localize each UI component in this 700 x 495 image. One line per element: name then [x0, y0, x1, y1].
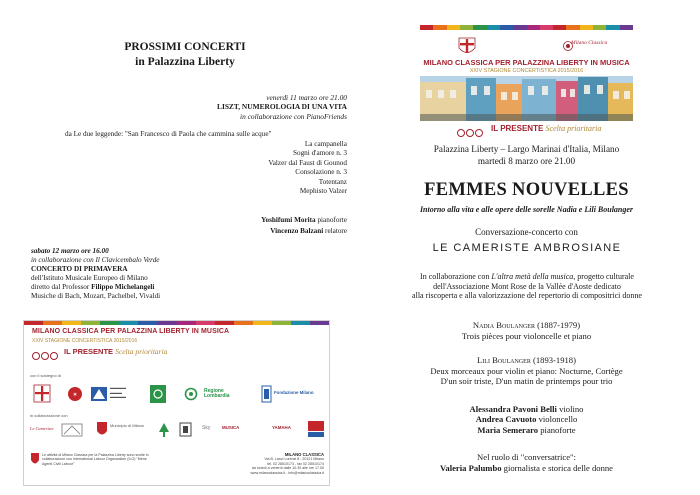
stripe-segment: [580, 25, 593, 30]
performer-role: pianoforte: [538, 424, 576, 435]
conversatrice-line: [370, 463, 683, 474]
present-band: [420, 121, 633, 136]
stripe-segment: [500, 25, 513, 30]
org-logo-icon: [179, 422, 193, 438]
program-item: Valzer dal Faust di Gounod: [268, 158, 347, 167]
performer-role: violino: [556, 404, 584, 414]
program-item: Sogni d'amore n. 3: [293, 149, 347, 157]
composer-work: Trois pièces pour violoncelle et piano: [461, 330, 592, 341]
theatre-logo-icon: [60, 421, 86, 439]
concert2-date: sabato 12 marzo ore 16.00: [31, 247, 109, 255]
flyer-footer-contacts: [229, 453, 324, 475]
concert1-performers: [100, 215, 347, 236]
upcoming-title: PROSSIMI CONCERTI: [124, 41, 246, 53]
performer-line: [390, 404, 663, 414]
performer-role: relatore: [325, 226, 347, 235]
season-flyer: [23, 320, 330, 486]
concert2-line3: Musiche di Bach, Mozart, Pachelbel, Vivaldi: [31, 292, 161, 301]
stripe-segment: [177, 321, 196, 325]
collab-line: dell'Associazione Mont Rose de la Vallée d'Aoste dedicato: [433, 281, 621, 291]
flyer-present-band: [24, 345, 329, 359]
milano-classica-logo-text: Milano Classica: [571, 40, 608, 46]
concert1-collab: in collaborazione con PianoFriends: [240, 111, 347, 121]
conversatrice-name: Valeria Palumbo: [440, 463, 502, 473]
performers-list: [390, 404, 663, 435]
footer-line: da lunedì a venerdì dalle 10.30 alle ore 17.00: [251, 466, 324, 471]
ministry-logo-text: ▬▬▬▬ ▬▬▬ ▬▬▬▬: [110, 385, 126, 400]
concert2-director-prefix: diretto dal Professor: [31, 283, 92, 292]
flyer-present-label: [64, 347, 167, 356]
composer-years: (1893-1918): [530, 355, 576, 365]
program-item: La campanella: [304, 139, 347, 148]
color-stripes: [420, 25, 633, 30]
stripe-segment: [566, 25, 579, 30]
present-label: [491, 124, 601, 133]
stripe-segment: [100, 321, 119, 325]
stripe-segment: [553, 25, 566, 30]
composer-name: Lili Boulanger: [477, 355, 531, 365]
flyer-title: MILANO CLASSICA PER PALAZZINA LIBERTY IN MUSICA: [32, 328, 230, 335]
spiral-icon: [457, 124, 487, 134]
performer-name: Vincenzo Balzani: [270, 226, 324, 235]
composer-line: [370, 355, 683, 366]
season-title: MILANO CLASSICA PER PALAZZINA LIBERTY IN MUSICA: [423, 58, 630, 67]
concert-march-11: [60, 93, 347, 121]
ministry-logo-icon: [90, 385, 110, 403]
program-lead: da Le due leggende: "San Francesco di Paola che cammina sulle acque": [65, 130, 272, 138]
footer-org-name: MILANO CLASSICA: [284, 452, 324, 457]
color-stripes: [24, 321, 329, 325]
collab-label: in collaborazione con: [30, 413, 68, 418]
lili-program: [370, 355, 683, 387]
sky-logo-text: Sky: [202, 425, 211, 431]
concert2-collab: in collaborazione con Il Clavicembalo Verde: [31, 256, 160, 265]
cameriste-logo: [416, 238, 638, 260]
fondazione-logo-text: Fondazione Milano: [274, 390, 314, 395]
emblem-icon: [66, 384, 84, 404]
performer-line: [390, 425, 663, 435]
stripe-segment: [291, 321, 310, 325]
concert2-title: CONCERTO DI PRIMAVERA: [31, 265, 128, 274]
performer-name: Andrea Cavuoto: [475, 414, 537, 425]
program-item: Mephisto Valzer: [299, 187, 347, 195]
milano-crest-icon: [456, 37, 478, 57]
collaboration-text: [362, 272, 692, 301]
stripe-segment: [420, 25, 433, 30]
performer-name: Maria Semeraro: [477, 424, 539, 435]
theatre-mask-icon: [30, 452, 40, 468]
stripe-segment: [447, 25, 460, 30]
conversatrice-label: Nel ruolo di "conversatrice":: [477, 452, 576, 462]
stripe-segment: [215, 321, 234, 325]
event-title: FEMMES NOUVELLES: [424, 180, 629, 200]
stripe-segment: [460, 25, 473, 30]
program-item: Consolazione n. 3: [295, 168, 347, 176]
municipio-logo-text: Municipio di Milano: [110, 423, 145, 428]
season-subtitle: XXIV STAGIONE CONCERTISTICA 2015/2016: [469, 68, 584, 74]
yamaha-logo-text: YAMAHA: [272, 425, 291, 430]
concert2-line1: dell'Istituto Musicale Europeo di Milano: [31, 274, 148, 283]
stripe-segment: [620, 25, 633, 30]
regione-logo-icon: [184, 387, 202, 401]
event-subtitle: Intorno alla vita e alle opere delle sorelle Nadia e Lili Boulanger: [419, 205, 634, 214]
conversation-label: Conversazione-concerto con: [475, 227, 578, 237]
scelta-text: Scelta prioritaria: [115, 347, 168, 356]
upcoming-concerts-heading: [60, 40, 310, 70]
footer-line: www.milanoclassica.it - info@milanoclassica.it: [250, 470, 324, 475]
footer-line: tel. 02 28510173 - fax 02 28510174: [267, 461, 324, 466]
performer-line: [100, 226, 347, 237]
concert1-program: [30, 130, 347, 197]
stripe-segment: [157, 321, 176, 325]
fondazione-logo-icon: [261, 385, 273, 403]
performer-line: [100, 215, 347, 226]
collab-line: [362, 272, 692, 282]
stripe-segment: [310, 321, 329, 325]
right-page: [350, 0, 700, 495]
colorful-houses-photo: [420, 76, 633, 121]
event-venue: Palazzina Liberty – Largo Marinai d'Italia, Milano: [433, 144, 620, 154]
performer-role: pianoforte: [317, 216, 347, 224]
conversatrice-role: giornalista e storica delle donne: [501, 463, 613, 473]
composer-line: [390, 320, 663, 331]
tree-logo-icon: [158, 422, 170, 438]
stripe-segment: [43, 321, 62, 325]
stripe-segment: [540, 25, 553, 30]
footer-line: Via B. Lanzi Lorenzi 8 - 20121 Milano: [264, 457, 324, 462]
concert-march-12: [31, 247, 281, 302]
composer-years: (1887-1979): [534, 320, 581, 330]
performer-name: Yoshifumi Morita: [261, 216, 316, 224]
program-item: Totentanz: [318, 177, 347, 186]
sponsor-label: con il sostegno di: [30, 373, 61, 378]
stripe-segment: [593, 25, 606, 30]
crest-small-icon: [96, 421, 108, 439]
conversatrice-block: [370, 452, 683, 474]
performer-name: Alessandra Pavoni Belli: [469, 404, 557, 414]
concert1-date: venerdì 11 marzo ore 21.00: [266, 93, 347, 102]
composer-work: Deux morceaux pour violin et piano: Nocturne, Cortège: [430, 365, 623, 376]
spiral-icon: [32, 347, 62, 357]
stripe-segment: [487, 25, 500, 30]
composer-work: D'un soir triste, D'un matin de printemps pour trio: [440, 376, 613, 386]
stripe-segment: [272, 321, 291, 325]
flyer-subtitle: XXIV STAGIONE CONCERTISTICA 2015/2016: [32, 338, 138, 344]
performer-role: violoncello: [536, 414, 578, 425]
stripe-segment: [24, 321, 43, 325]
milano-crest-icon: [32, 384, 54, 404]
performer-line: [390, 414, 663, 424]
collab-logo-text: Le Cameriste: [30, 426, 54, 431]
badge-logo-icon: [307, 420, 325, 438]
cameriste-logo-text: LE CAMERISTE AMBROSIANE: [432, 242, 622, 254]
concert2-director: Filippo Michelangeli: [91, 283, 155, 292]
stripe-segment: [433, 25, 446, 30]
svg-text:✶: ✶: [72, 391, 78, 399]
present-text: IL PRESENTE: [491, 124, 544, 133]
composer-name: Nadia Boulanger: [472, 320, 535, 330]
concert2-line2: [31, 283, 281, 292]
concert1-title: LISZT, NUMEROLOGIA DI UNA VITA: [217, 102, 347, 112]
stripe-segment: [253, 321, 272, 325]
collab-project: L'altra metà della musica: [491, 272, 574, 281]
stripe-segment: [234, 321, 253, 325]
flyer-footer-note: Le attività di Milano Classica per la Palazzina Liberty sono svolte in collaborazione con International Labour Organization (ILO) "Mene Agenti Civili Labour": [42, 453, 149, 466]
stripe-segment: [138, 321, 157, 325]
regione-logo-text: Regione Lombardia: [204, 388, 230, 399]
stripe-segment: [119, 321, 138, 325]
stripe-segment: [473, 25, 486, 30]
stripe-segment: [81, 321, 100, 325]
stripe-segment: [606, 25, 619, 30]
collab-prefix: In collaborazione con: [420, 272, 492, 281]
present-text: IL PRESENTE: [64, 347, 114, 356]
stripe-segment: [527, 25, 540, 30]
stripe-segment: [196, 321, 215, 325]
lombardy-rose-icon: [150, 385, 166, 403]
nadia-program: [390, 320, 663, 341]
stripe-segment: [513, 25, 526, 30]
collab-rest: , progetto culturale: [573, 272, 634, 281]
upcoming-venue: in Palazzina Liberty: [135, 56, 235, 68]
collab-line: alla riscoperta e alla valorizzazione del repertorio di compositrici donne: [412, 291, 642, 300]
event-venue-block: [390, 143, 663, 167]
stripe-segment: [62, 321, 81, 325]
sigla-logo-text: MUSICA: [222, 425, 240, 430]
scelta-text: Scelta prioritaria: [545, 124, 602, 133]
event-date: martedì 8 marzo ore 21.00: [477, 156, 576, 166]
